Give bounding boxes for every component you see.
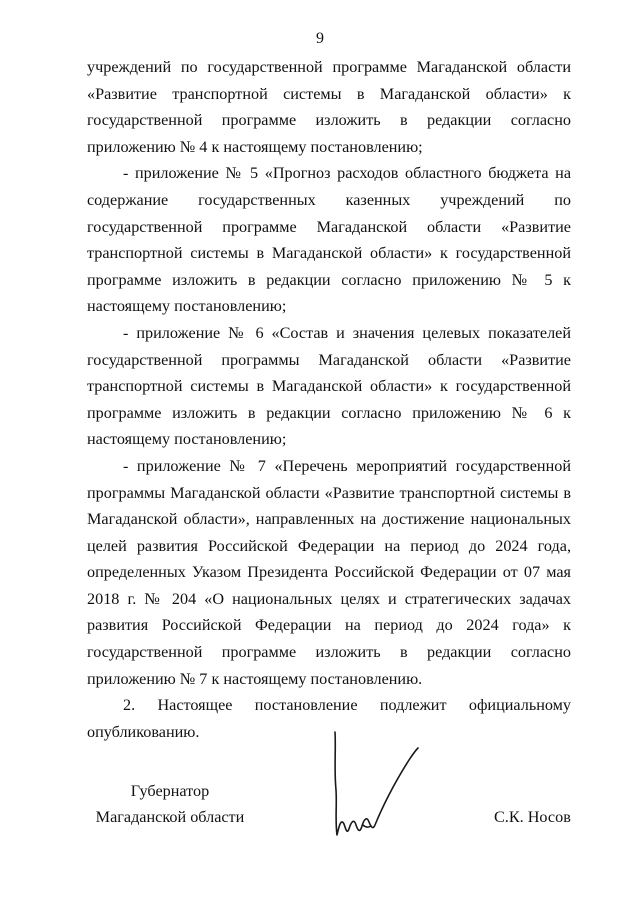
handwritten-signature (325, 730, 425, 840)
signer-title (90, 778, 250, 830)
signer-region: Магаданской области (95, 808, 245, 826)
signature-block (0, 775, 640, 895)
document-body (87, 54, 571, 745)
signer-position: Губернатор (130, 782, 210, 800)
page-number: 9 (316, 30, 324, 47)
paragraph-publication: 2. Настоящее постановление подлежит официальному опубликованию. (87, 696, 571, 741)
paragraph-appendix-5: - приложение № 5 «Прогноз расходов областного бюджета на содержание государственных казенных учреждений по государственной программе Магаданской области «Развитие транспортной системы в Магаданской области» к государственной программе изложить в редакции согласно приложению № 5 к настоящему постановлению; (87, 164, 571, 316)
signer-name: С.К. Носов (494, 808, 571, 826)
paragraph-appendix-4-continuation: учреждений по государственной программе Магаданской области «Развитие транспортной системы в Магаданской области» к государственной программе изложить в редакции согласно приложению № 4 к настоящему постановлению; (87, 58, 571, 156)
paragraph-appendix-7: - приложение № 7 «Перечень мероприятий государственной программы Магаданской области «Развитие транспортной системы в Магаданской области», направленных на достижение национальных целей развития Российской Федерации на период до 2024 года, определенных Указом Президента Российской Федерации от 07 мая 2018 г. № 204 «О национальных целях и стратегических задачах развития Российской Федерации на период до 2024 года» к государственной программе изложить в редакции согласно приложению № 7 к настоящему постановлению. (87, 456, 571, 688)
paragraph-appendix-6: - приложение № 6 «Состав и значения целевых показателей государственной программы Магаданской области «Развитие транспортной системы в Магаданской области» к государственной программе изложить в редакции согласно приложению № 6 к настоящему постановлению; (87, 323, 571, 449)
